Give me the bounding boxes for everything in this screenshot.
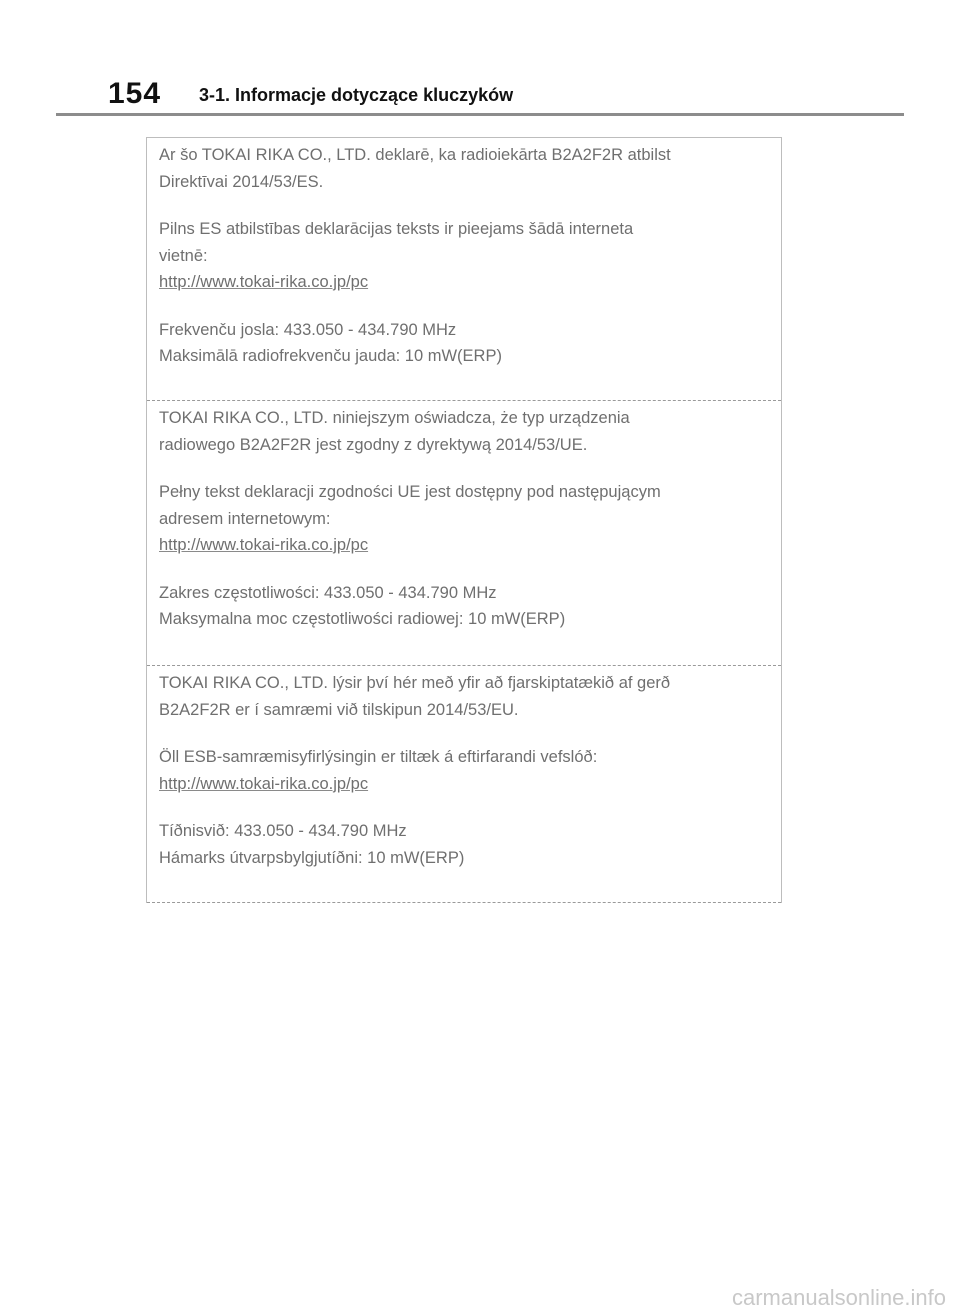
declaration-text: Direktīvai 2014/53/ES. [159,172,324,191]
availability-text: vietnē: [159,246,208,265]
max-power-text: Maksymalna moc częstotliwości radiowej: 10 mW(ERP) [159,610,566,628]
availability-text: adresem internetowym: [159,509,331,528]
declaration-text: B2A2F2R er í samræmi við tilskipun 2014/53/EU. [159,700,519,719]
declaration-box [146,137,782,903]
max-power-text: Hámarks útvarpsbylgjutíðni: 10 mW(ERP) [159,848,465,867]
frequency-band-text: Zakres częstotliwości: 433.050 - 434.790 MHz [159,583,497,602]
declaration-section-icelandic [147,666,781,903]
section-title: 3-1. Informacje dotyczące kluczyków [199,85,514,105]
frequency-band-text: Tíðnisvið: 433.050 - 434.790 MHz [159,822,407,840]
declaration-link[interactable]: http://www.tokai-rika.co.jp/pc [159,536,369,554]
declaration-section-latvian [147,138,781,401]
availability-text: Pełny tekst deklaracji zgodności UE jest dostępny pod następującym [159,483,661,501]
declaration-text: Ar šo TOKAI RIKA CO., LTD. deklarē, ka radioiekārta B2A2F2R atbilst [159,146,671,164]
declaration-section-polish [147,401,781,666]
availability-text: Pilns ES atbilstības deklarācijas teksts ir pieejams šādā interneta [159,220,634,238]
header-rule [56,113,904,116]
page-number: 154 [108,77,162,110]
availability-text: Öll ESB-samræmisyfirlýsingin er tiltæk á eftirfarandi vefslóð: [159,748,598,766]
max-power-text: Maksimālā radiofrekvenču jauda: 10 mW(ERP) [159,347,502,365]
declaration-link[interactable]: http://www.tokai-rika.co.jp/pc [159,774,369,793]
declaration-text: TOKAI RIKA CO., LTD. niniejszym oświadcza, że typ urządzenia [159,409,630,427]
frequency-band-text: Frekvenču josla: 433.050 - 434.790 MHz [159,320,457,339]
declaration-text: TOKAI RIKA CO., LTD. lýsir því hér með yfir að fjarskiptatækið af gerð [159,674,671,692]
page-header [0,76,960,116]
declaration-text: radiowego B2A2F2R jest zgodny z dyrektywą 2014/53/UE. [159,435,588,454]
site-watermark: carmanualsonline.info [731,1285,946,1310]
declaration-link[interactable]: http://www.tokai-rika.co.jp/pc [159,273,369,291]
